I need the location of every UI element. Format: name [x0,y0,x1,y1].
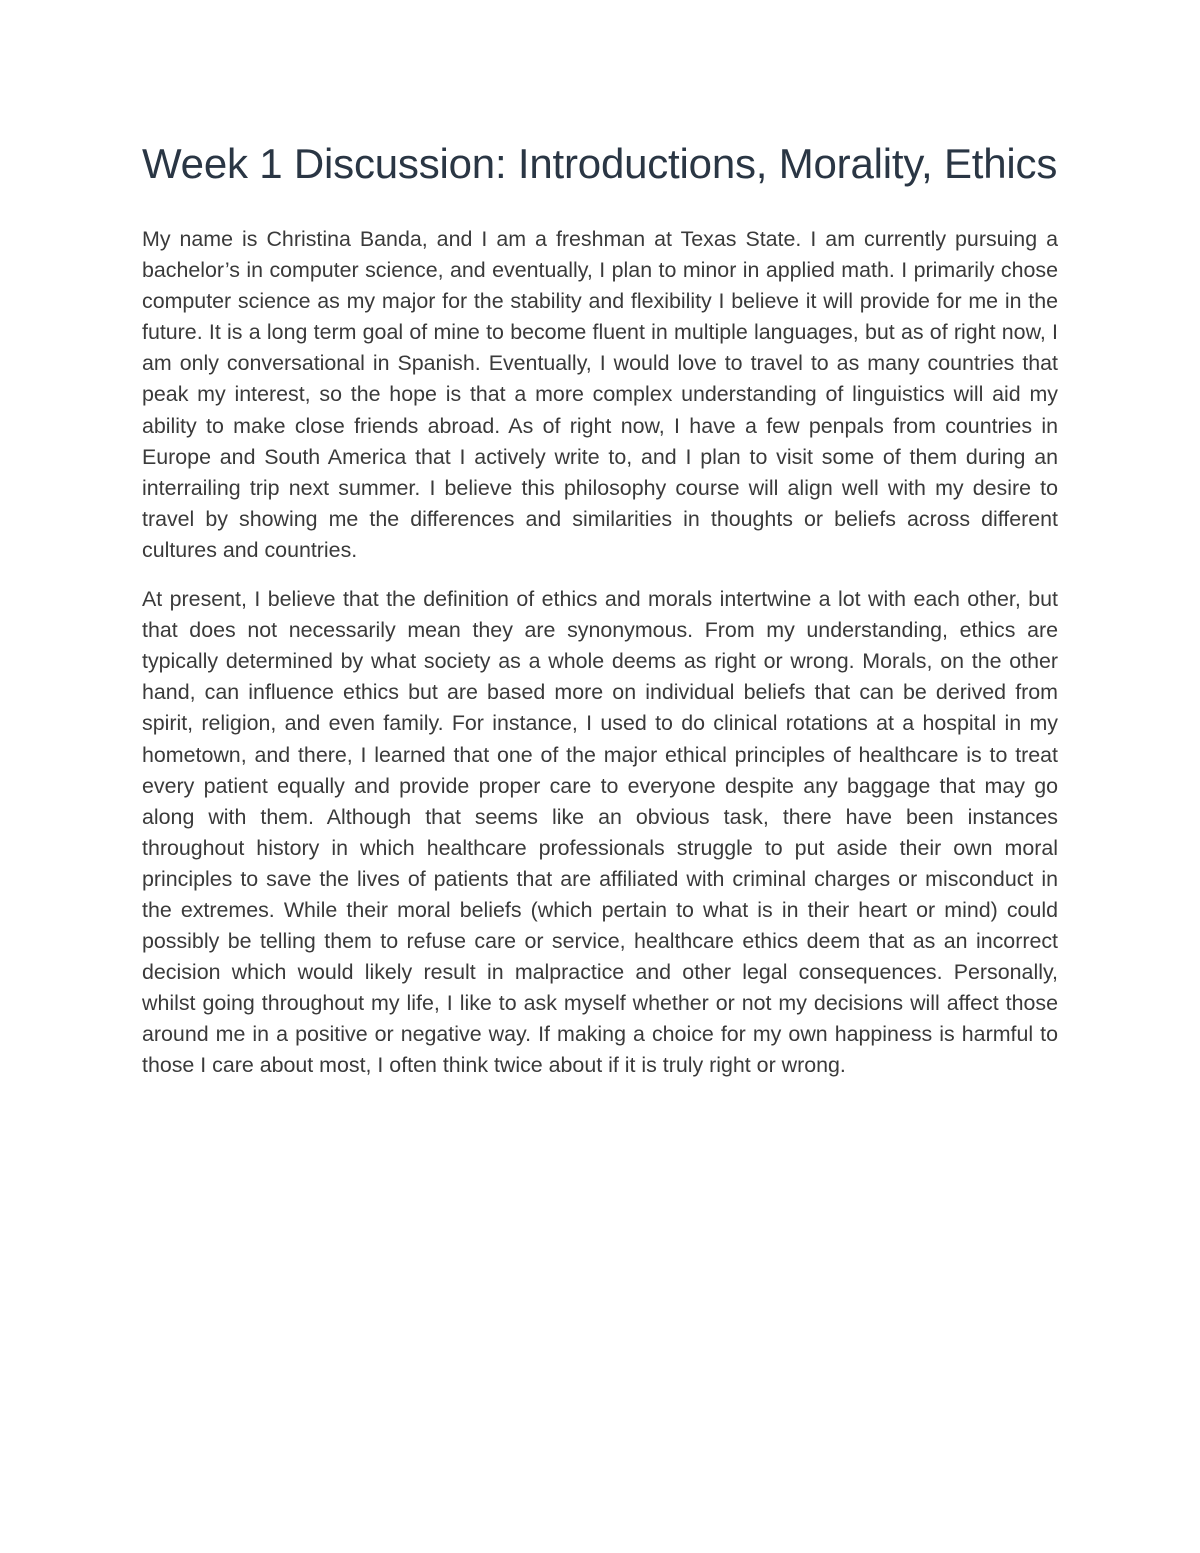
paragraph-ethics-morals: At present, I believe that the definition of ethics and morals intertwine a lot with each other, but that does not necessarily mean they are synonymous. From my understanding, ethics are typically determined by what society as a whole deems as right or wrong. Morals, on the other hand, can influence ethics but are based more on individual beliefs that can be derived from spirit, religion, and even family. For instance, I used to do clinical rotations at a hospital in my hometown, and there, I learned that one of the major ethical principles of healthcare is to treat every patient equally and provide proper care to everyone despite any baggage that may go along with them. Although that seems like an obvious task, there have been instances throughout history in which healthcare professionals struggle to put aside their own moral principles to save the lives of patients that are affiliated with criminal charges or misconduct in the extremes. While their moral beliefs (which pertain to what is in their heart or mind) could possibly be telling them to refuse care or service, healthcare ethics deem that as an incorrect decision which would likely result in malpractice and other legal consequences. Personally, whilst going throughout my life, I like to ask myself whether or not my decisions will affect those around me in a positive or negative way. If making a choice for my own happiness is harmful to those I care about most, I often think twice about if it is truly right or wrong. [142,587,1058,1078]
document-body [142,224,1058,1082]
document-content [142,138,1058,1100]
document-title: Week 1 Discussion: Introductions, Morality, Ethics [142,140,1058,187]
paragraph-introduction: My name is Christina Banda, and I am a freshman at Texas State. I am currently pursuing a bachelor’s in computer science, and eventually, I plan to minor in applied math. I primarily chose computer science as my major for the stability and flexibility I believe it will provide for me in the future. It is a long term goal of mine to become fluent in multiple languages, but as of right now, I am only conversational in Spanish. Eventually, I would love to travel to as many countries that peak my interest, so the hope is that a more complex understanding of linguistics will aid my ability to make close friends abroad. As of right now, I have a few penpals from countries in Europe and South America that I actively write to, and I plan to visit some of them during an interrailing trip next summer. I believe this philosophy course will align well with my desire to travel by showing me the differences and similarities in thoughts or beliefs across different cultures and countries. [142,227,1058,562]
